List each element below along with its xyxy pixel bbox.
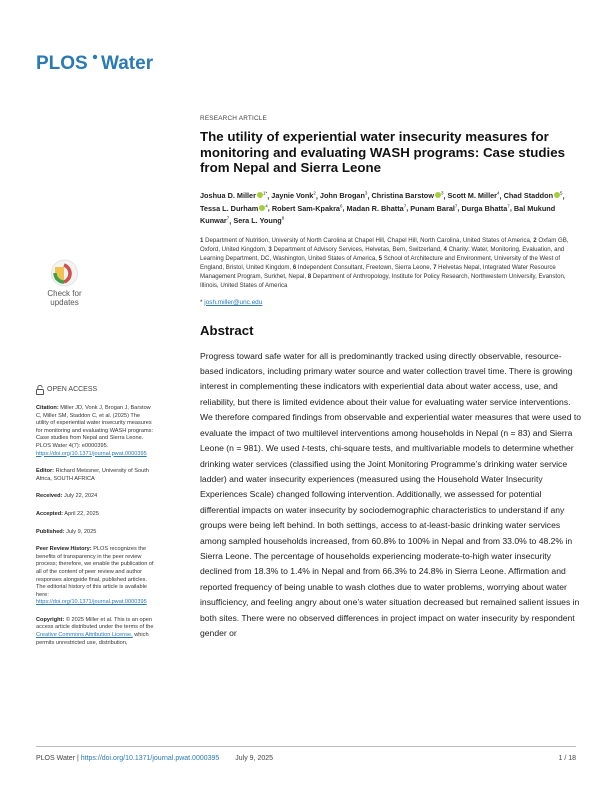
author-name: Madan R. Bhatta <box>346 203 404 213</box>
published-heading: Published: <box>36 528 65 535</box>
citation-doi-link[interactable]: https://doi.org/10.1371/journal.pwat.0000395 <box>36 450 147 457</box>
author-affiliation-sup: 5 <box>560 190 563 196</box>
affiliation-number: 6 <box>292 263 298 271</box>
peer-review-block <box>36 546 154 607</box>
affiliation-text: Department of Nutrition, University of North Carolina at Chapel Hill, Chapel Hill, North Carolina, United States of America, <box>205 236 534 244</box>
peer-review-text: PLOS recognizes the benefits of transparency in the peer review process; therefore, we enable the publication of all of the content of peer review and author responses alongside final, published articles. The editorial history of this article is available here: <box>36 546 154 598</box>
editor-heading: Editor: <box>36 468 55 475</box>
author-name: Bal Mukund Kunwar <box>200 203 556 226</box>
author-affiliation-sup: 4 <box>265 203 268 209</box>
author-13[interactable] <box>233 216 284 225</box>
peer-review-heading: Peer Review History: <box>36 546 92 553</box>
check-updates-line2: updates <box>50 298 79 307</box>
published-block <box>36 529 154 537</box>
citation-heading: Citation: <box>36 405 59 411</box>
author-name: Christina Barstow <box>371 191 434 201</box>
affiliation-number: 5 <box>378 254 384 262</box>
plos-water-logo[interactable] <box>36 48 156 76</box>
author-name: Robert Sam-Kpakra <box>271 203 340 213</box>
author-list: Joshua D. Miller $^{1*}$, Jaynie Vonk$^2$, John Brogan$^3$, Christina Barstow $^3$, Scott M. Miller$^4$, Chad Staddon $^5$, Tessa L. Durham $^4$, Robert Sam-Kpakra$^6$, Madan R. Bhatta$^7$, Punam Baral$^7$, Durga Bhatta$^7$, Bal Mukund Kunwar$^7$, Sera L. Young$^8$ <box>200 190 565 226</box>
footer-doi-link[interactable]: https://doi.org/10.1371/journal.pwat.0000395 <box>80 755 220 762</box>
author-name: Jaynie Vonk <box>271 191 314 201</box>
citation-block <box>36 405 154 458</box>
cc-license-link[interactable]: Creative Commons Attribution License, <box>36 632 133 639</box>
abstract-text <box>200 349 582 642</box>
editor-block <box>36 468 154 483</box>
author-name: John Brogan <box>319 191 365 201</box>
author-affiliation-sup: 3 <box>364 190 368 196</box>
author-name: Sera L. Young <box>233 216 282 226</box>
footer-divider <box>36 746 576 747</box>
article-info-sidebar <box>36 385 154 657</box>
open-lock-icon <box>36 385 44 395</box>
author-affiliation-sup: 7 <box>507 203 510 209</box>
affiliations <box>200 236 578 290</box>
copyright-text: © 2025 Miller et al. This is an open access article distributed under the terms of the <box>36 616 154 631</box>
article-type: RESEARCH ARTICLE <box>200 115 268 122</box>
author-name: Joshua D. Miller <box>200 191 256 201</box>
article-main <box>200 115 582 641</box>
page-footer <box>36 755 576 767</box>
article-title: The utility of experiential water insecurity measures for monitoring and evaluating WASH programs: Case studies from Nepal and Sierra Leone <box>200 129 565 176</box>
affiliation-number: 1 <box>200 236 206 244</box>
published-date: July 9, 2025 <box>66 528 97 535</box>
author-name: Durga Bhatta <box>461 203 508 213</box>
check-updates-icon <box>33 257 96 289</box>
author-affiliation-sup: 7 <box>226 216 230 222</box>
copyright-tail: which permits unrestricted use, distribution, <box>36 632 149 646</box>
affiliation-text: Independent Consultant, Freetown, Sierra Leone, <box>297 263 434 271</box>
received-block <box>36 493 154 501</box>
affiliation-text: Department of Advisory Services, Helvetas, Bern, Switzerland, <box>273 245 444 253</box>
affiliation-text: Helvetas Nepal, Integrated Water Resource Management Program, Surkhet, Nepal, <box>200 263 556 280</box>
affiliation-text: School of Architecture and Environment, University of the West of England, Bristol, United Kingdom, <box>200 254 561 271</box>
author-7[interactable] <box>200 204 268 213</box>
check-for-updates-badge[interactable] <box>33 257 96 315</box>
citation-text: Miller JD, Vonk J, Brogan J, Barstow C, Miller SM, Staddon C, et al. (2025) The utility of experiential water insecurity measures for monitoring and evaluating WASH programs: Case studies from Nepal and Sierra Leone. PLOS Water 4(7): e0000395. <box>36 405 154 449</box>
author-name: Tessa L. Durham <box>200 203 259 213</box>
affiliation-text: Department of Anthropology, Institute for Policy Research, Northwestern University, Evanston, Illinois, United States of America <box>200 272 566 289</box>
abstract-italic-t: t <box>301 443 305 454</box>
author-5[interactable] <box>448 191 500 200</box>
author-6[interactable] <box>504 191 563 200</box>
editor-text: Richard Meissner, University of South Africa, SOUTH AFRICA <box>36 468 149 482</box>
footer-page-number: 1 / 18 <box>558 755 576 762</box>
copyright-block <box>36 617 154 647</box>
open-access-text: OPEN ACCESS <box>47 386 98 394</box>
author-2[interactable] <box>271 191 316 200</box>
corresponding-author <box>200 299 578 306</box>
author-affiliation-sup: 7 <box>403 203 407 209</box>
author-name: Scott M. Miller <box>447 191 497 201</box>
received-heading: Received: <box>36 493 63 500</box>
author-8[interactable] <box>272 204 343 213</box>
peer-review-link[interactable]: https://doi.org/10.1371/journal.pwat.0000395 <box>36 599 147 606</box>
author-10[interactable] <box>410 204 457 213</box>
footer-journal: PLOS Water <box>36 755 76 762</box>
affiliation-number: 4 <box>443 245 449 253</box>
accepted-date: April 22, 2025 <box>64 510 99 517</box>
footer-date: July 9, 2025 <box>235 755 274 762</box>
author-affiliation-sup: 6 <box>339 203 343 209</box>
author-affiliation-sup: 8 <box>281 216 285 222</box>
logo-water-text: Water <box>101 53 154 74</box>
abstract-part-1: Progress toward safe water for all is predominantly tracked using directly observable, resource-based indicators, including primary water source and water collection travel time. There is growing interest in complementing these indicators with experiential data about water access, use, and reliability, but there is limited evidence about their value for evaluating water service interventions. We therefore compared findings from observable and experiential water measures that were used to evaluate the impact of two multilevel interventions among households in Nepal (n = 83) and Sierra Leone (n = 981). We used <box>200 350 582 454</box>
author-affiliation-sup: 1* <box>262 190 268 196</box>
check-updates-line1: Check for <box>47 289 82 298</box>
author-9[interactable] <box>347 204 407 213</box>
logo-plos-text: PLOS <box>36 53 88 74</box>
accepted-heading: Accepted: <box>36 510 64 517</box>
footer-separator: | <box>75 755 81 762</box>
affiliation-text: Charity: Water, Monitoring, Evaluation, and Learning Department, DC, Washington, United States of America, <box>200 245 565 262</box>
author-affiliation-sup: 3 <box>440 190 444 196</box>
received-date: July 22, 2024 <box>64 493 98 500</box>
affiliation-number: 7 <box>433 263 439 271</box>
author-11[interactable] <box>461 204 509 213</box>
affiliation-text: Oxfam GB, Oxford, United Kingdom, <box>200 236 569 253</box>
author-3[interactable] <box>320 191 368 200</box>
copyright-heading: Copyright: <box>36 616 65 623</box>
author-affiliation-sup: 2 <box>313 190 316 196</box>
author-affiliation-sup: 4 <box>497 190 500 196</box>
author-1[interactable] <box>200 191 267 200</box>
corresponding-mark: * <box>200 298 203 306</box>
abstract-part-2: -tests, chi-square tests, and multivariable models to determine whether drinking water services (classified using the Joint Monitoring Programme’s drinking water service ladder) and water insecurity experiences (measured using the Household Water Insecurity Experiences Scale) changed following intervention. Additionally, we assessed for potential differential impacts on water insecurity by sociodemographic characteristics to understand if any groups were being left behind. In both settings, access to at-least-basic drinking water services among sampled households increased, from 60.8% to 100% in Nepal and from 33.0% to 48.2% in Sierra Leone. The percentage of households experiencing moderate-to-high water insecurity declined from 18.3% to 1.4% in Nepal and from 66.3% to 24.8% in Sierra Leone. Affirmation and reported frequency of being unable to wash clothes due to water problems, worrying about water insufficiency, and feeling angry about one’s water situation decreased but remained salient issues in both sites. There were no observed differences in project impact on water insecurity by respondent gender or <box>200 443 580 638</box>
affiliation-number: 3 <box>268 245 274 253</box>
accepted-block <box>36 511 154 519</box>
author-4[interactable] <box>372 191 444 200</box>
author-affiliation-sup: 7 <box>454 203 458 209</box>
abstract-heading: Abstract <box>200 322 254 338</box>
open-access-label <box>36 385 154 395</box>
corresponding-email-link[interactable]: josh.miller@unc.edu <box>204 298 263 306</box>
affiliation-number: 2 <box>533 236 539 244</box>
author-name: Chad Staddon <box>503 191 554 201</box>
affiliation-number: 8 <box>307 272 313 280</box>
author-name: Punam Baral <box>410 203 455 213</box>
